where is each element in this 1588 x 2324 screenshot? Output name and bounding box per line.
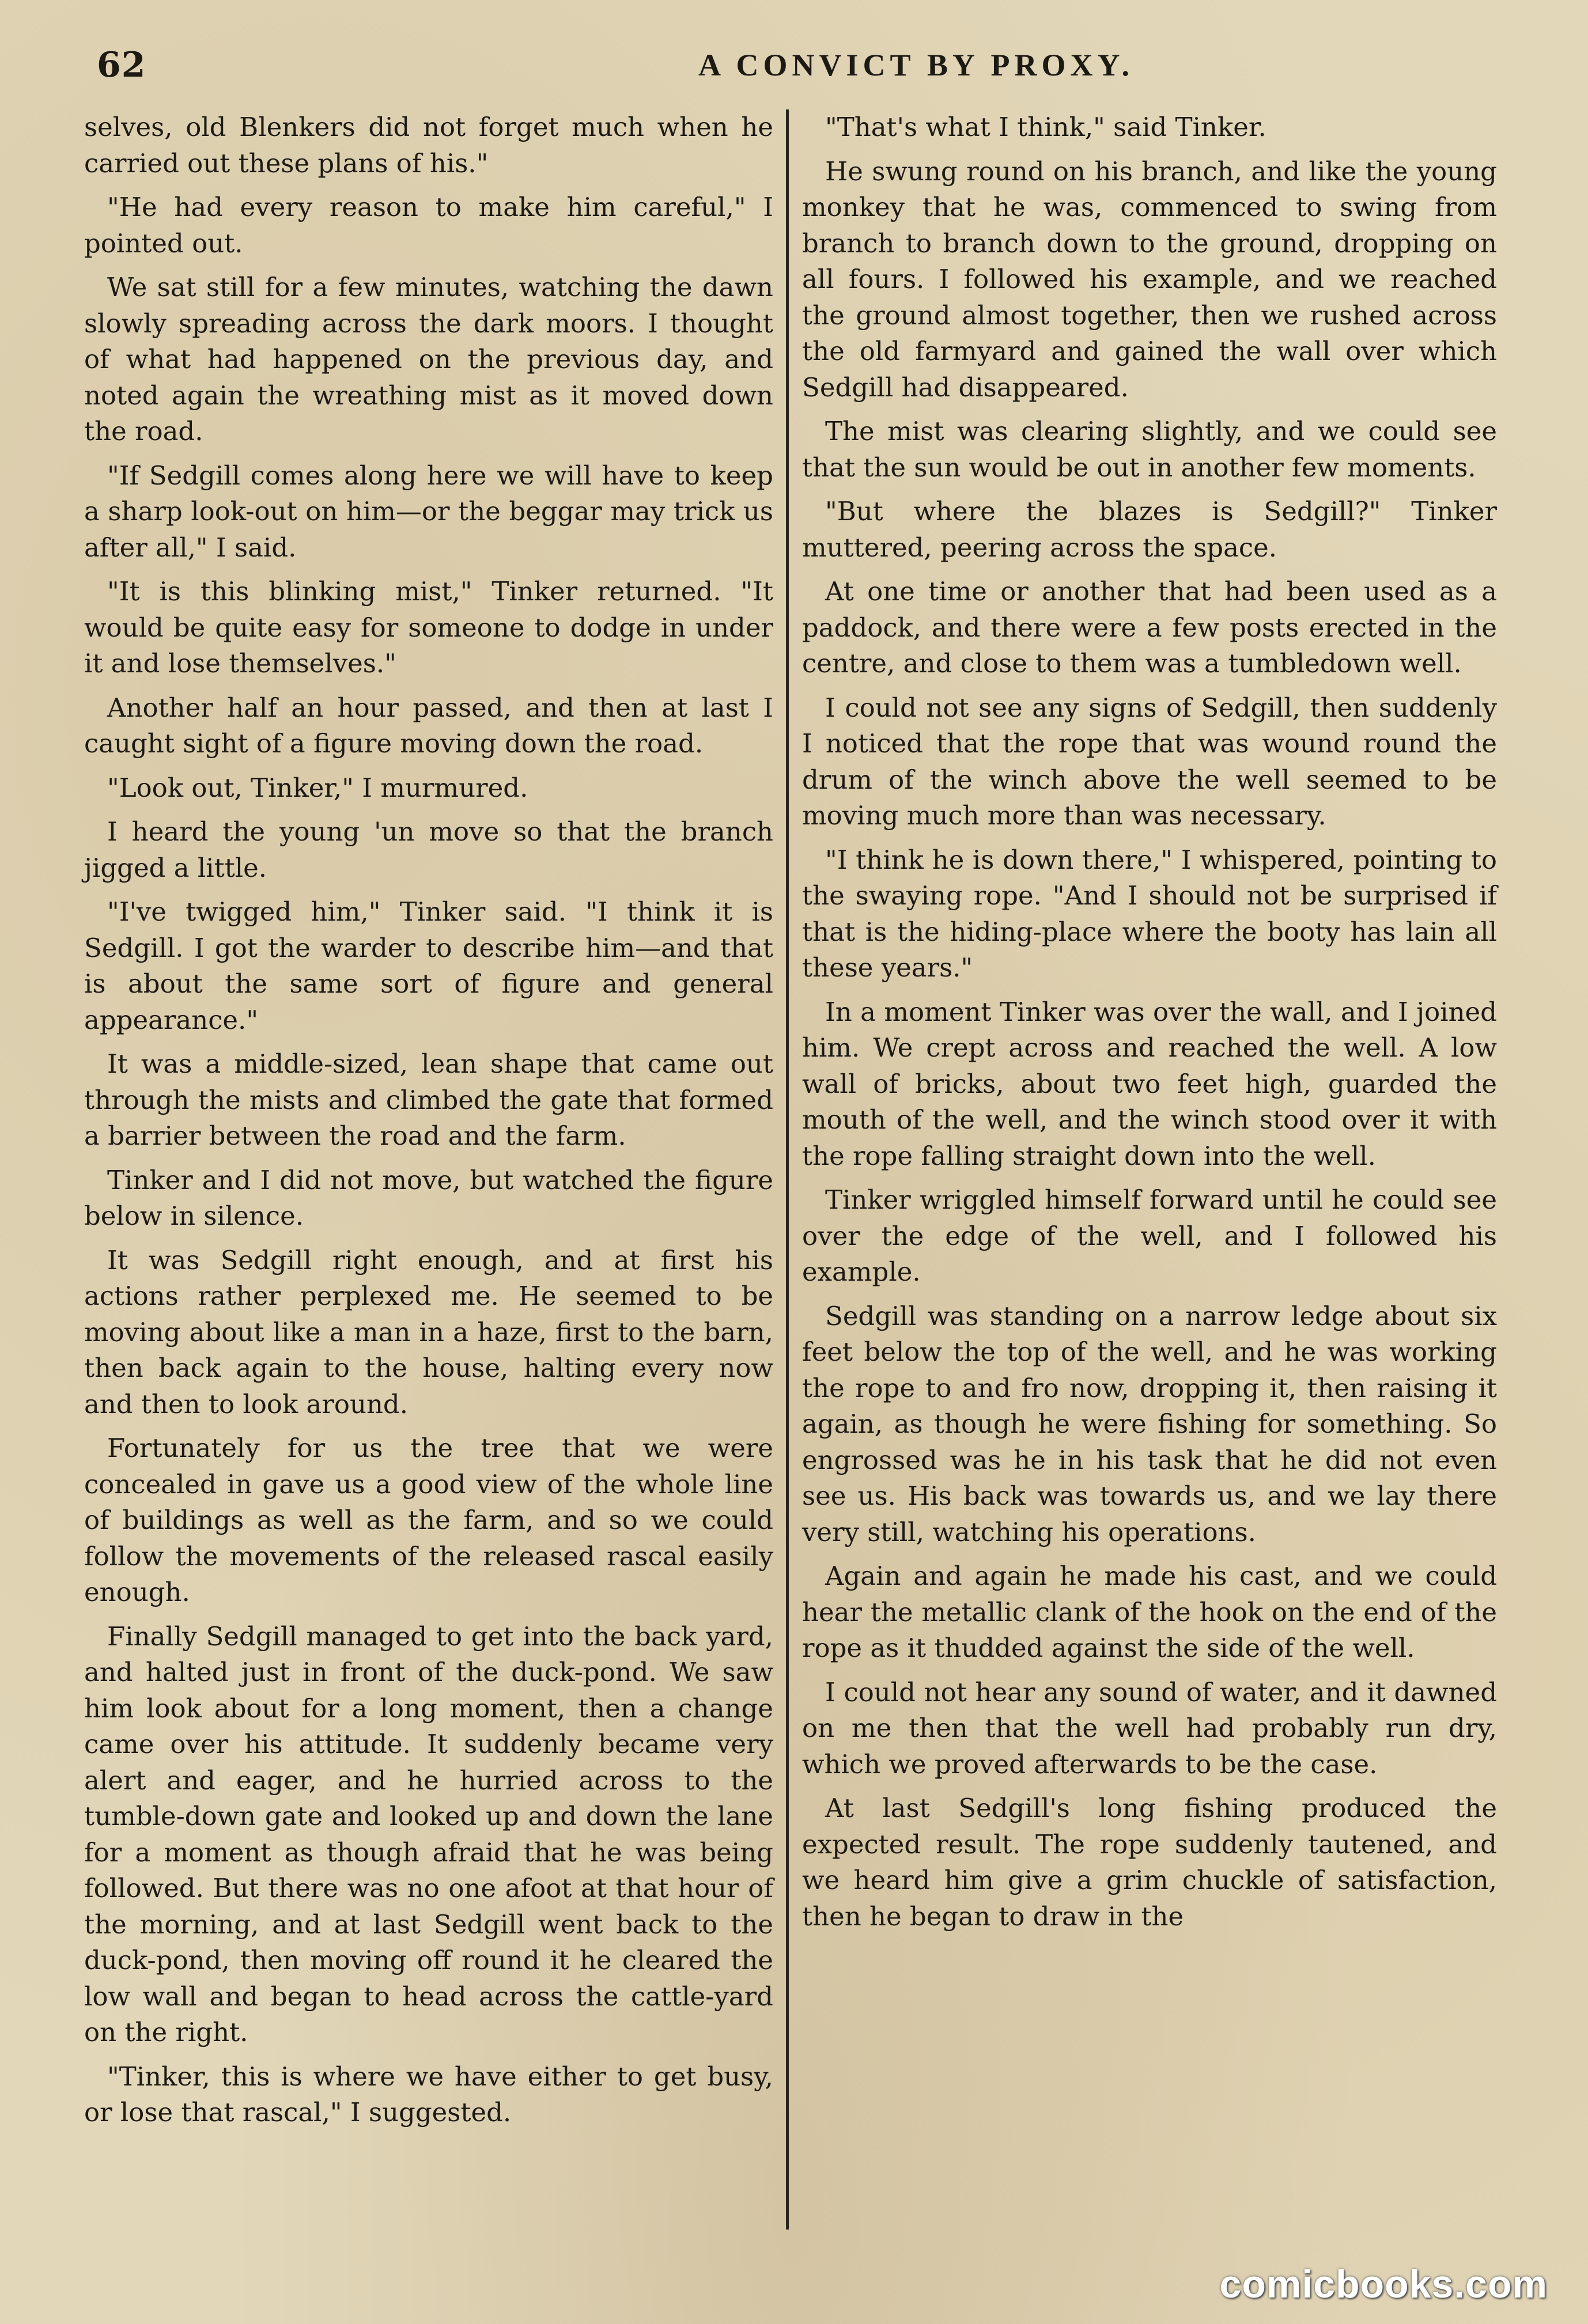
column-divider <box>786 109 789 2230</box>
paragraph: "That's what I think," said Tinker. <box>825 112 1266 142</box>
paragraph: selves, old Blenkers did not forget much when he carried out these plans of his." <box>84 112 773 179</box>
paragraph: "But where the blazes is Sedgill?" Tinker muttered, peering across the space. <box>802 496 1497 563</box>
running-title: A CONVICT BY PROXY. <box>698 48 1135 82</box>
paragraph: At last Sedgill's long fishing produced the expected result. The rope suddenly tautened, and we heard him give a grim chuckle of satisfaction, then he began to draw in the <box>802 1793 1497 1932</box>
paragraph: In a moment Tinker was over the wall, and I joined him. We crept across and reached the well. A low wall of bricks, about two feet high, guarded the mouth of the well, and the winch stood over it with the rope falling straight down into the well. <box>802 996 1497 1171</box>
paragraph: "He had every reason to make him careful," I pointed out. <box>84 192 773 259</box>
paragraph: The mist was clearing slightly, and we could see that the sun would be out in another few moments. <box>802 416 1497 483</box>
paragraph: We sat still for a few minutes, watching the dawn slowly spreading across the dark moors. I thought of what had happened on the previous day, and noted again the wreathing mist as it moved down the road. <box>84 272 773 446</box>
paragraph: He swung round on his branch, and like the young monkey that he was, commenced to swing from branch to branch down to the ground, dropping on all fours. I followed his example, and we reached the ground almost together, then we rushed across the old farmyard and gained the wall over which Sedgill had disappeared. <box>802 156 1497 403</box>
paragraph: "Tinker, this is where we have either to get busy, or lose that rascal," I suggested. <box>84 2061 773 2128</box>
paragraph: Tinker wriggled himself forward until he could see over the edge of the well, and I followed his example. <box>802 1184 1497 1287</box>
paragraph: It was Sedgill right enough, and at first his actions rather perplexed me. He seemed to be moving about like a man in a haze, first to the barn, then back again to the house, halting every now and then to look around. <box>84 1244 773 1420</box>
paragraph: "I've twigged him," Tinker said. "I think it is Sedgill. I got the warder to describe him—and that is about the same sort of figure and general appearance." <box>84 896 773 1035</box>
paragraph: I could not see any signs of Sedgill, then suddenly I noticed that the rope that was wound round the drum of the winch above the well seemed to be moving much more than was necessary. <box>802 692 1497 831</box>
paragraph: Another half an hour passed, and then at last I caught sight of a figure moving down the road. <box>84 692 773 759</box>
paragraph: It was a middle-sized, lean shape that came out through the mists and climbed the gate that formed a barrier between the road and the farm. <box>84 1049 773 1151</box>
paragraph: At one time or another that had been used as a paddock, and there were a few posts erected in the centre, and close to them was a tumbledown well. <box>802 576 1497 679</box>
paragraph: Tinker and I did not move, but watched the figure below in silence. <box>84 1164 773 1231</box>
left-column <box>84 109 773 2139</box>
paragraph: "If Sedgill comes along here we will have to keep a sharp look-out on him—or the beggar may trick us after all," I said. <box>84 460 773 563</box>
paragraph: Sedgill was standing on a narrow ledge about six feet below the top of the well, and he was working the rope to and fro now, dropping it, then raising it again, as though he were fishing for something. So engrossed was he in his task that he did not even see us. His back was towards us, and we lay there very still, watching his operations. <box>802 1300 1497 1547</box>
paragraph: I heard the young 'un move so that the branch jigged a little. <box>84 816 773 883</box>
paragraph: Again and again he made his cast, and we could hear the metallic clank of the hook on the end of the rope as it thudded against the side of the well. <box>802 1561 1497 1663</box>
site-watermark: comicbooks.com <box>1219 2262 1548 2306</box>
paragraph: I could not hear any sound of water, and it dawned on me then that the well had probably run dry, which we proved afterwards to be the case. <box>802 1676 1497 1780</box>
paragraph: Finally Sedgill managed to get into the back yard, and halted just in front of the duck-pond. We saw him look about for a long moment, then a change came over his attitude. It suddenly became very alert and eager, and he hurried across to the tumble-down gate and looked up and down the lane for a moment as though afraid that he was being followed. But there was no one afoot at that hour of the morning, and at last Sedgill went back to the duck-pond, then moving off round it he cleared the low wall and began to head across the cattle-yard on the right. <box>84 1621 773 2047</box>
paragraph: "I think he is down there," I whispered, pointing to the swaying rope. "And I should not be surprised if that is the hiding-place where the booty has lain all these years." <box>802 844 1497 983</box>
right-column <box>802 109 1497 1943</box>
page-number: 62 <box>97 45 146 85</box>
paragraph: Fortunately for us the tree that we were concealed in gave us a good view of the whole line of buildings as well as the farm, and so we could follow the movements of the released rascal easily enough. <box>84 1433 773 1607</box>
paragraph: "Look out, Tinker," I murmured. <box>107 772 528 803</box>
paragraph: "It is this blinking mist," Tinker returned. "It would be quite easy for someone to dodge in under it and lose themselves." <box>84 576 773 679</box>
